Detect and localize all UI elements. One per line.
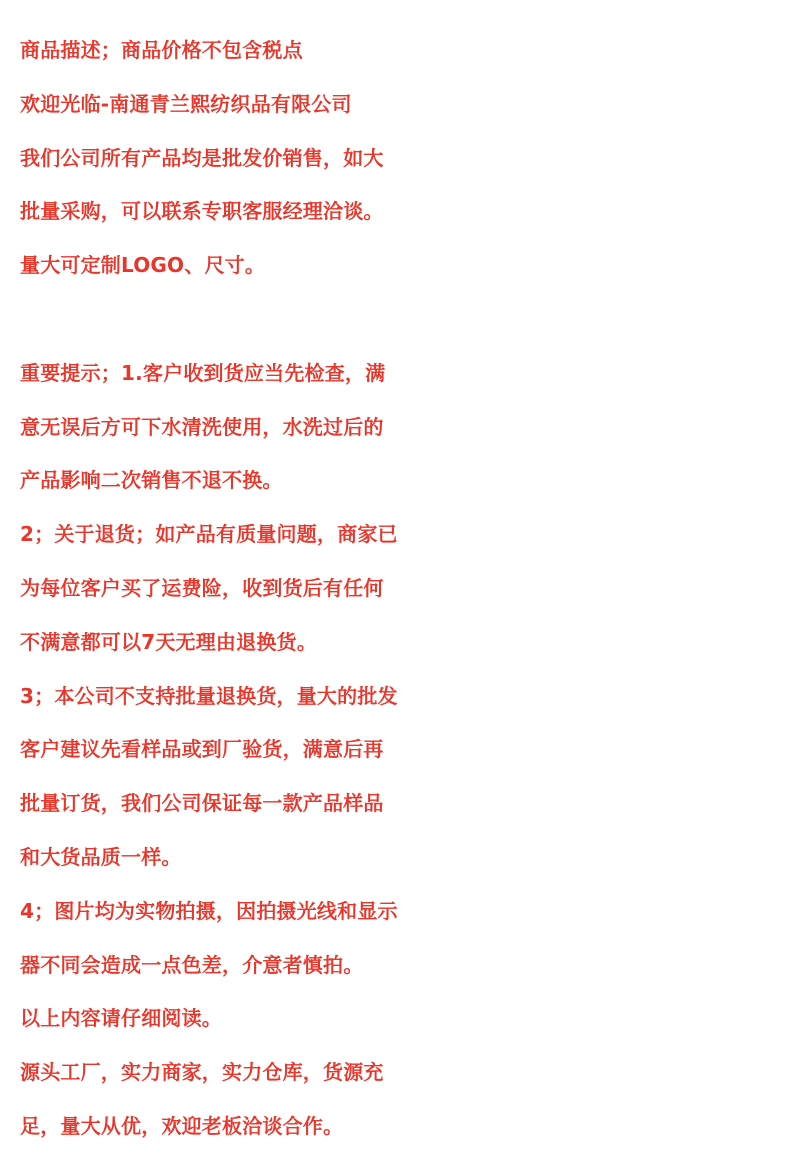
notice-line: 3；本公司不支持批量退换货，量大的批发 — [20, 683, 398, 708]
notice-line: 源头工厂，实力商家，实力仓库，货源充 — [20, 1060, 384, 1085]
notice-line: 足，量大从优，欢迎老板洽谈合作。 — [20, 1113, 344, 1138]
product-notice — [20, 24, 780, 1154]
notice-line: 重要提示；1.客户收到货应当先检查，满 — [20, 360, 386, 385]
notice-line: 意无误后方可下水清洗使用，水洗过后的 — [20, 414, 384, 439]
intro-section — [20, 24, 780, 293]
wholesale-line: 我们公司所有产品均是批发价销售，如大 — [20, 145, 384, 170]
notice-line: 以上内容请仔细阅读。 — [20, 1006, 222, 1031]
notice-line: 4；图片均为实物拍摄，因拍摄光线和显示 — [20, 898, 398, 923]
notice-line: 器不同会造成一点色差，介意者慎拍。 — [20, 952, 364, 977]
notice-line: 批量订货，我们公司保证每一款产品样品 — [20, 791, 384, 816]
notice-line: 不满意都可以7天无理由退换货。 — [20, 629, 317, 654]
notice-line: 产品影响二次销售不退不换。 — [20, 468, 283, 493]
notice-line: 客户建议先看样品或到厂验货，满意后再 — [20, 737, 384, 762]
notice-line: 2；关于退货；如产品有质量问题，商家已 — [20, 522, 398, 547]
section-spacer — [20, 293, 780, 347]
important-notice-section — [20, 347, 780, 1154]
welcome-line: 欢迎光临-南通青兰熙纺织品有限公司 — [20, 91, 352, 116]
notice-line: 和大货品质一样。 — [20, 844, 182, 869]
wholesale-line-2: 批量采购，可以联系专职客服经理洽谈。 — [20, 199, 384, 224]
notice-line: 为每位客户买了运费险，收到货后有任何 — [20, 575, 384, 600]
description-line: 商品描述；商品价格不包含税点 — [20, 38, 303, 62]
customization-line: 量大可定制LOGO、尺寸。 — [20, 253, 266, 278]
